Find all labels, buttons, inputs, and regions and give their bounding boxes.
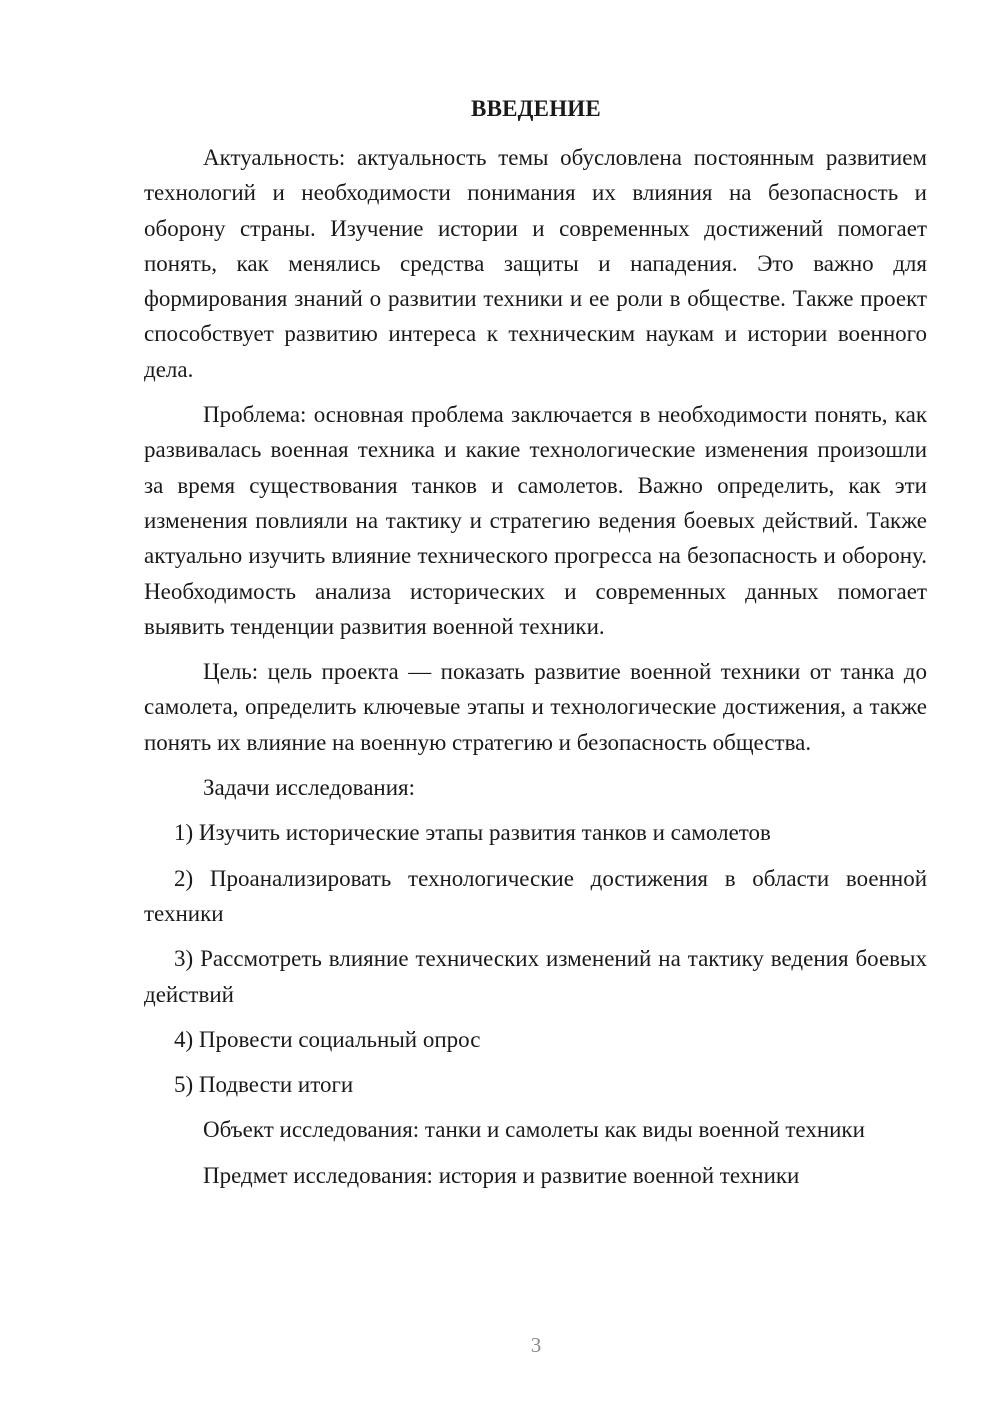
task-item-3: 3) Рассмотреть влияние технических изменений на тактику ведения боевых действий: [144, 946, 927, 1007]
task-item-1: 1) Изучить исторические этапы развития танков и самолетов: [174, 820, 771, 846]
document-body: [144, 140, 927, 1193]
task-item-5: 5) Подвести итоги: [174, 1072, 354, 1098]
page-number: 3: [530, 1333, 542, 1357]
paragraph-relevance: Актуальность: актуальность темы обусловлена постоянным развитием технологий и необходимости понимания их влияния на безопасность и оборону страны. Изучение истории и современных достижений помогает понять, как менялись средства защиты и нападения. Это важно для формирования знаний о развитии техники и ее роли в обществе. Также проект способствует развитию интереса к техническим наукам и истории военного дела.: [144, 145, 927, 382]
task-item-4: 4) Провести социальный опрос: [174, 1026, 481, 1052]
tasks-heading: Задачи исследования:: [203, 775, 416, 801]
paragraph-goal: Цель: цель проекта — показать развитие военной техники от танка до самолета, определить ключевые этапы и технологические достижения, а также понять их влияние на военную стратегию и безопасность общества.: [144, 659, 927, 755]
research-subject: Предмет исследования: история и развитие военной техники: [203, 1162, 800, 1188]
task-item-2: 2) Проанализировать технологические достижения в области военной техники: [144, 865, 927, 926]
paragraph-problem: Проблема: основная проблема заключается в необходимости понять, как развивалась военная техника и какие технологические изменения произошли за время существования танков и самолетов. Важно определить, как эти изменения повлияли на тактику и стратегию ведения боевых действий. Также актуально изучить влияние технического прогресса на безопасность и оборону. Необходимость анализа исторических и современных данных помогает выявить тенденции развития военной техники.: [144, 402, 927, 639]
page-title: ВВЕДЕНИЕ: [471, 96, 601, 121]
research-object: Объект исследования: танки и самолеты как виды военной техники: [203, 1117, 865, 1143]
